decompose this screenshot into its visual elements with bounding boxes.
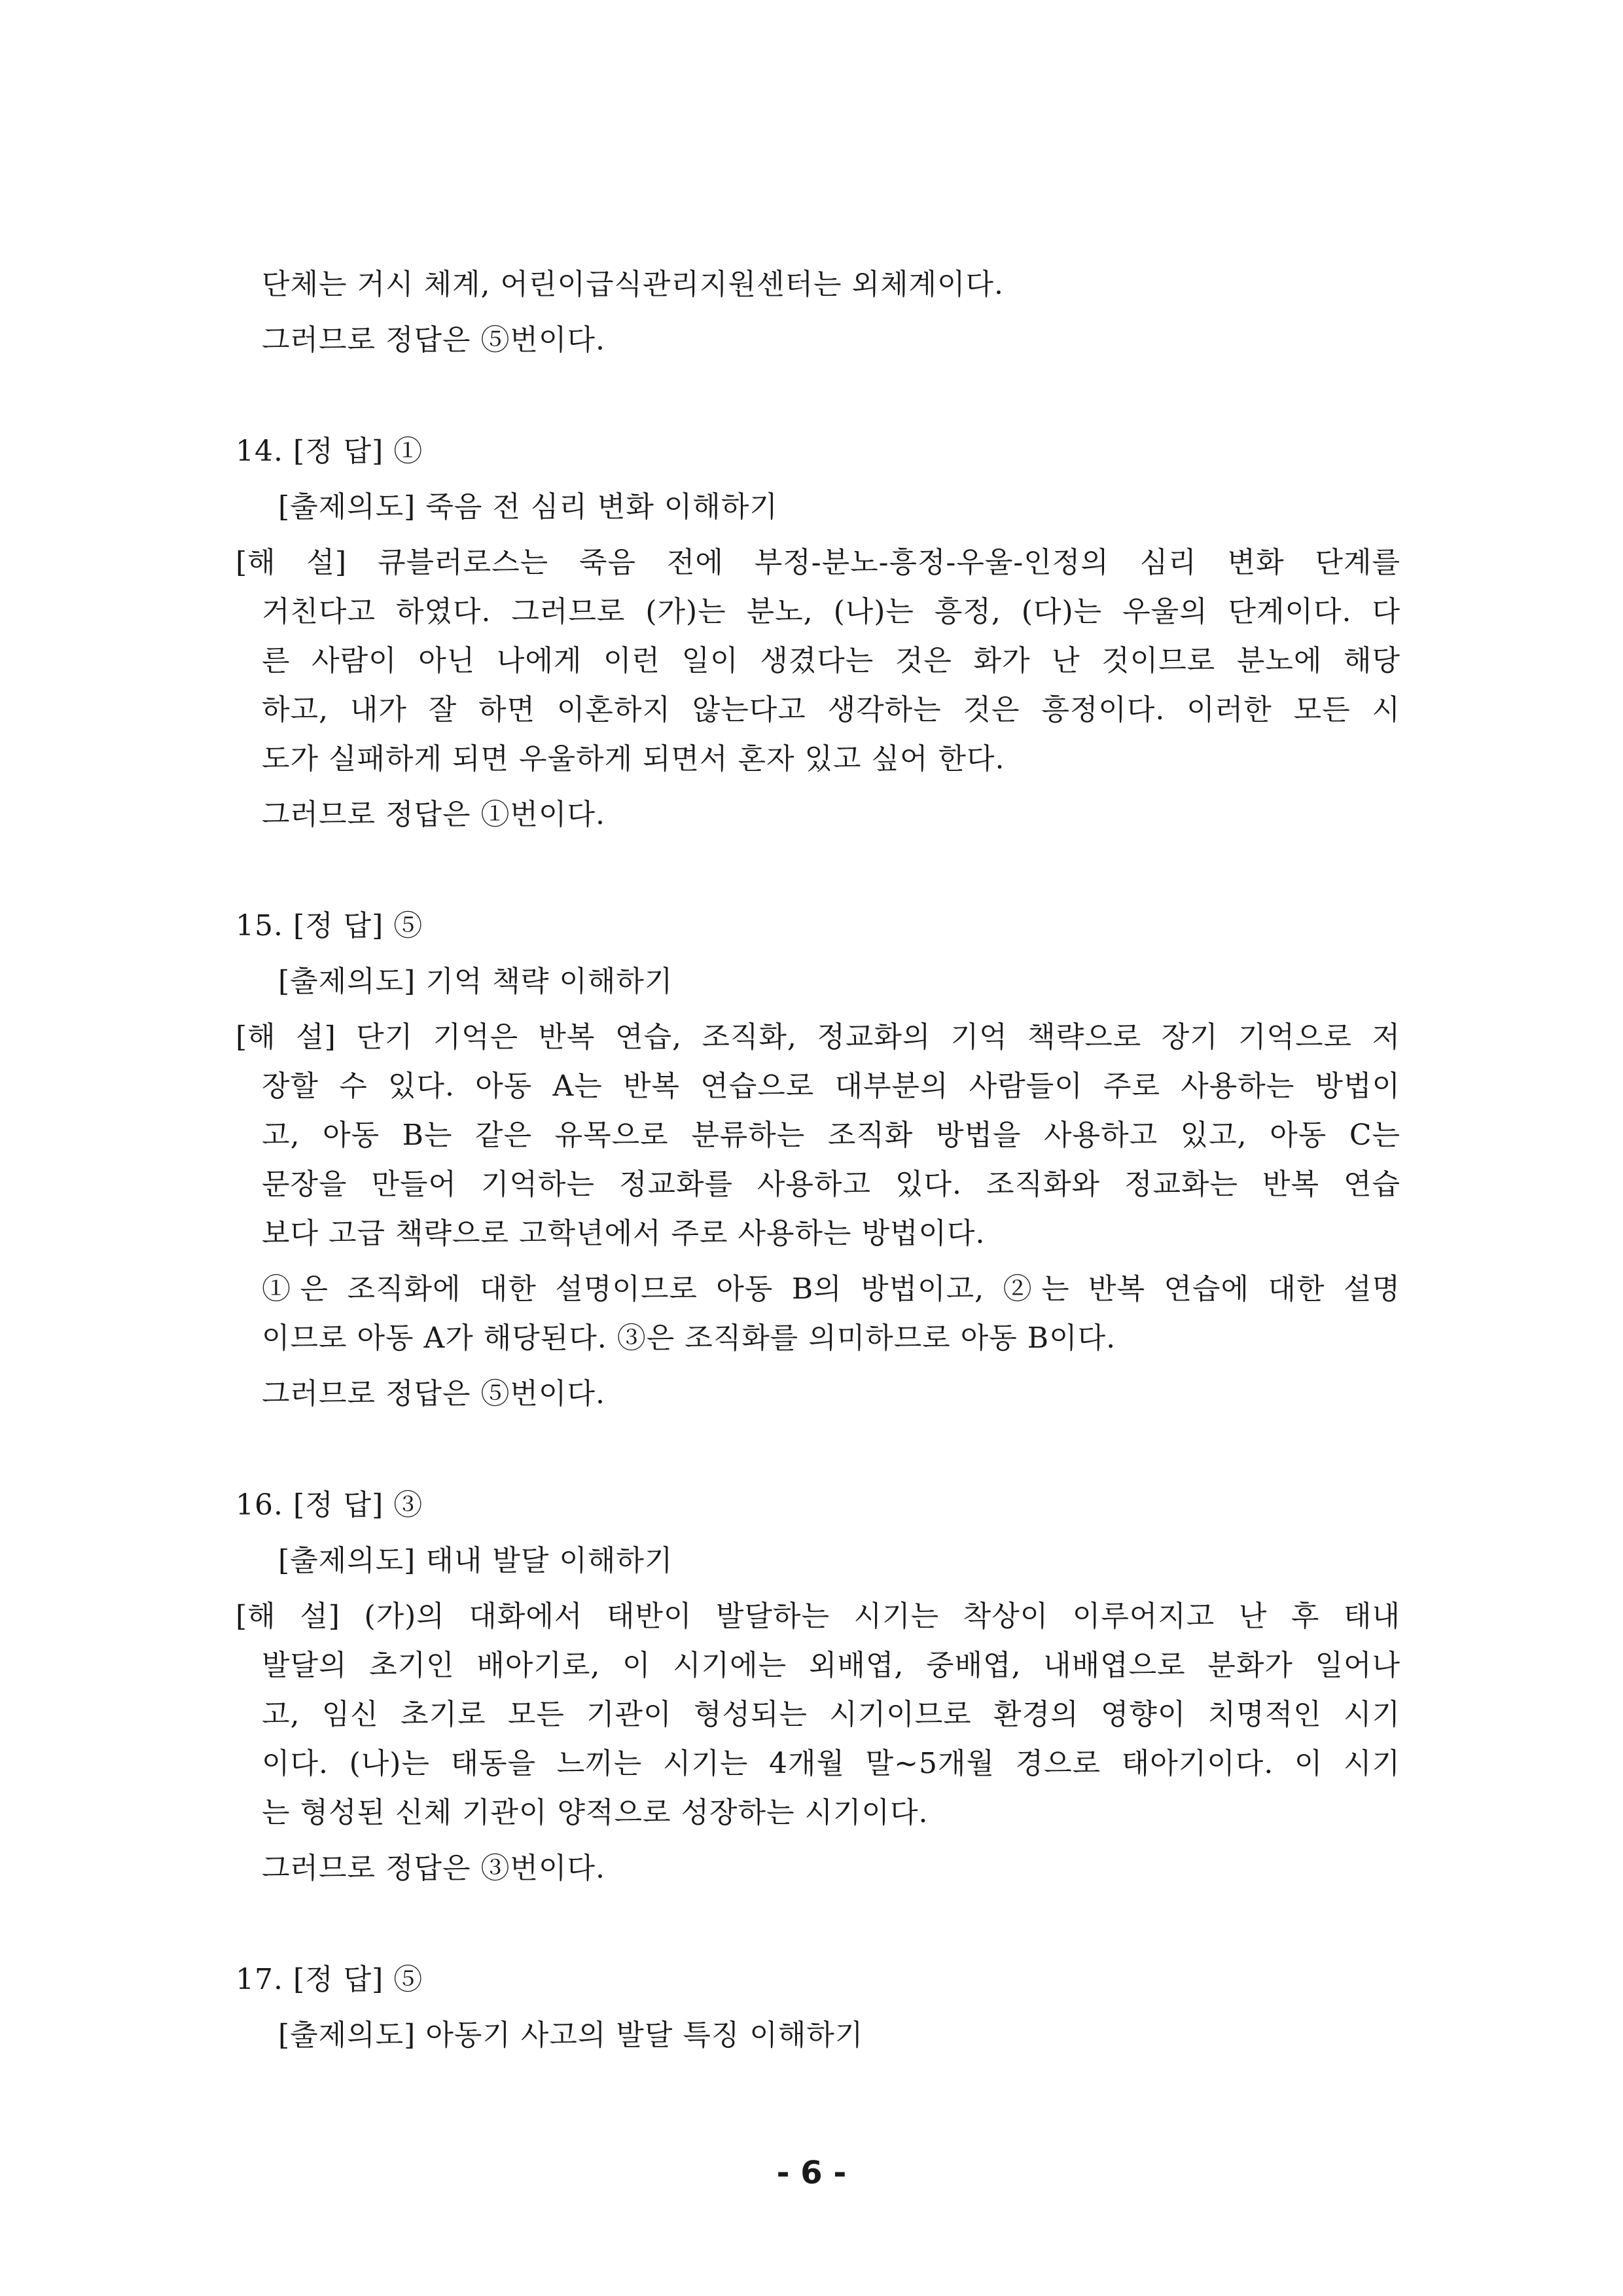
q15-explain-line: 보다 고급 책략으로 고학년에서 주로 사용하는 방법이다. (262, 1217, 986, 1250)
intro-text-line: 단체는 거시 체계, 어린이급식관리지원센터는 외체계이다. (262, 268, 1005, 301)
q17-intent: [출제의도] 아동기 사고의 발달 특징 이해하기 (278, 2018, 864, 2052)
q16-header: 16. [정 답] ③ (236, 1488, 423, 1522)
q15-extra-line: ①은 조직화에 대한 설명이므로 아동 B의 방법이고, ②는 반복 연습에 대한 설명 (262, 1272, 1400, 1306)
q14-explain-line: 거친다고 하였다. 그러므로 (가)는 분노, (나)는 흥정, (다)는 우울의 단계이다. 다 (262, 595, 1400, 628)
q15-intent: [출제의도] 기억 책략 이해하기 (278, 965, 673, 998)
q15-explain-line: 장할 수 있다. 아동 A는 반복 연습으로 대부분의 사람들이 주로 사용하는 방법이 (262, 1069, 1400, 1103)
q15-extra-line: 이므로 아동 A가 해당된다. ③은 조직화를 의미하므로 아동 B이다. (262, 1321, 1116, 1355)
q14-explain-line: 도가 실패하게 되면 우울하게 되면서 혼자 있고 싶어 한다. (262, 742, 1005, 776)
intro-answer: 그러므로 정답은 ⑤번이다. (262, 323, 605, 357)
q14-header: 14. [정 답] ① (236, 435, 423, 468)
q15-explain-line: [해 설] 단기 기억은 반복 연습, 조직화, 정교화의 기억 책략으로 장기 기억으로 저 (236, 1020, 1400, 1054)
q16-explain-line: 발달의 초기인 배아기로, 이 시기에는 외배엽, 중배엽, 내배엽으로 분화가 일어나 (262, 1649, 1400, 1682)
q14-explain-line: 하고, 내가 잘 하면 이혼하지 않는다고 생각하는 것은 흥정이다. 이러한 모든 시 (262, 693, 1400, 726)
q16-intent: [출제의도] 태내 발달 이해하기 (278, 1544, 673, 1577)
q14-answer: 그러므로 정답은 ①번이다. (262, 798, 605, 831)
q16-explain-line: 는 형성된 신체 기관이 양적으로 성장하는 시기이다. (262, 1796, 929, 1829)
q16-explain-line: [해 설] (가)의 대화에서 태반이 발달하는 시기는 착상이 이루어지고 난 후 태내 (236, 1600, 1400, 1633)
page-number: - 6 - (776, 2155, 847, 2191)
q17-header: 17. [정 답] ⑤ (236, 1963, 423, 1996)
q14-explain-line: 른 사람이 아닌 나에게 이런 일이 생겼다는 것은 화가 난 것이므로 분노에 해당 (262, 644, 1400, 677)
q16-explain-line: 이다. (나)는 태동을 느끼는 시기는 4개월 말~5개월 경으로 태아기이다. 이 시기 (262, 1747, 1400, 1780)
q15-header: 15. [정 답] ⑤ (236, 909, 423, 942)
q15-explain-line: 문장을 만들어 기억하는 정교화를 사용하고 있다. 조직화와 정교화는 반복 연습 (262, 1168, 1400, 1201)
q16-answer: 그러므로 정답은 ③번이다. (262, 1852, 605, 1885)
q16-explain-line: 고, 임신 초기로 모든 기관이 형성되는 시기이므로 환경의 영향이 치명적인 시기 (262, 1698, 1400, 1731)
q15-explain-line: 고, 아동 B는 같은 유목으로 분류하는 조직화 방법을 사용하고 있고, 아동 C는 (262, 1119, 1400, 1152)
q15-answer: 그러므로 정답은 ⑤번이다. (262, 1377, 605, 1410)
q14-intent: [출제의도] 죽음 전 심리 변화 이해하기 (278, 490, 778, 524)
q14-explain-line: [해 설] 큐블러로스는 죽음 전에 부정-분노-흥정-우울-인정의 심리 변화 단계를 (236, 546, 1400, 579)
